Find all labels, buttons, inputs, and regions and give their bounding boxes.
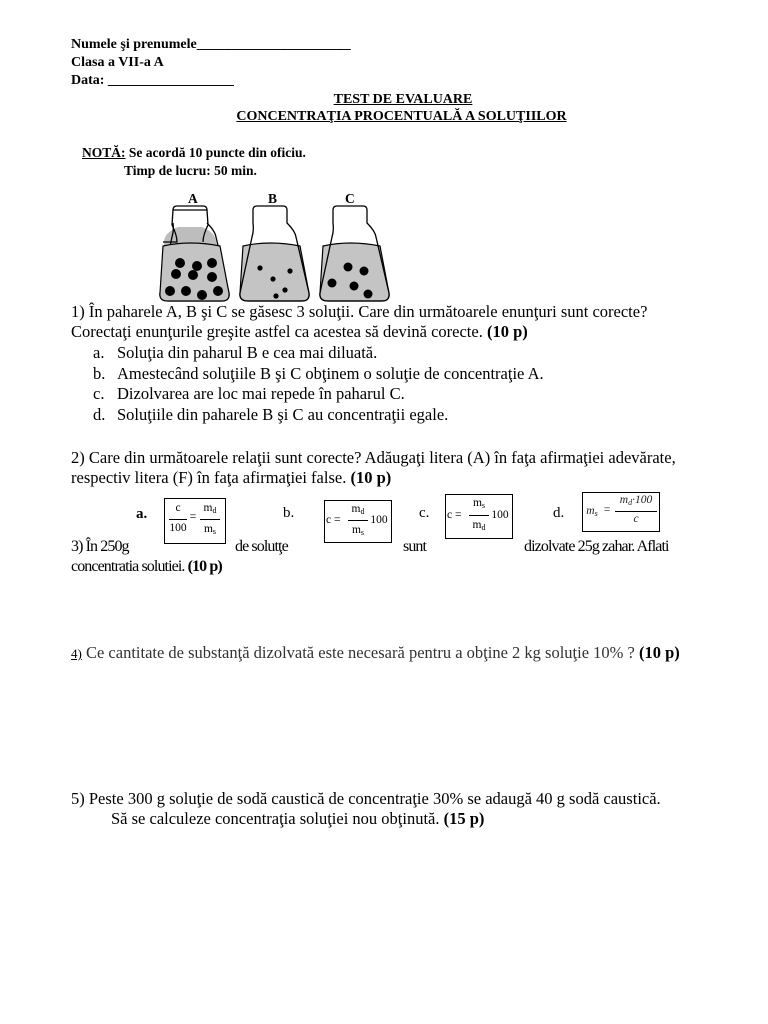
formula-d-ms [584, 505, 600, 518]
q2-points: (10 p) [350, 468, 392, 487]
formula-b-ms [347, 524, 369, 537]
formula-box-b [324, 500, 392, 543]
formula-c-md-sub: d [481, 523, 486, 532]
formula-b-md [347, 503, 369, 516]
test-title: TEST DE EVALUARE [333, 92, 473, 107]
formula-a-eq: = [189, 511, 197, 523]
q2-line2 [71, 468, 391, 488]
q3-line2 [71, 558, 222, 576]
note-label: NOTĂ: [82, 145, 126, 160]
formula-b-md-sub: d [360, 507, 365, 516]
formula-c-md-m: m [472, 519, 482, 531]
q5-line2 [111, 809, 484, 829]
formula-a-md [198, 502, 222, 515]
time-limit: Timp de lucru: 50 min. [124, 163, 257, 178]
q1-item-a-text: Soluţia din paharul B e cea mai diluată. [117, 343, 378, 362]
formula-a-100: 100 [169, 522, 187, 534]
formula-box-c [445, 494, 513, 539]
q1-item-b-text: Amestecând soluţiile B şi C obţinem o soluţie de concentraţie A. [117, 364, 544, 383]
q4-line [71, 643, 680, 663]
formula-d-md-sub: d [628, 498, 633, 507]
q5-text: Să se calculeze concentraţia soluţiei nou obţinută. [111, 809, 444, 828]
formula-a-ms [198, 523, 222, 536]
formula-b-100: 100 [370, 514, 388, 526]
q3-part1: 3) În 250g [71, 538, 129, 555]
beaker-a [160, 206, 229, 301]
note-text: Se acordă 10 puncte din oficiu. [125, 145, 306, 160]
q1-item-c-letter: c. [93, 384, 105, 403]
formula-b-ms-m: m [351, 524, 361, 536]
formula-b-ms-sub: s [360, 528, 365, 537]
q1-item-c-text: Dizolvarea are loc mai repede în paharul C. [117, 384, 405, 403]
q1-points: (10 p) [486, 322, 528, 341]
beaker-c [320, 206, 389, 301]
formula-c-lhs: c = [447, 509, 462, 521]
q3-text: concentratia solutiei. [71, 558, 188, 575]
formula-box-a [164, 498, 226, 544]
formula-b-md-m: m [351, 503, 361, 515]
q2-option-a-letter: a. [136, 506, 148, 522]
q1-item-d-text: Soluţiile din paharele B şi C au concentraţii egale. [117, 405, 449, 424]
q1-item-b-letter: b. [93, 364, 106, 383]
q1-item-d [93, 405, 449, 425]
q5-points: (15 p) [443, 809, 485, 828]
beakers-illustration [150, 205, 400, 307]
formula-c-100: 100 [491, 509, 509, 521]
date-line: Data: __________________ [71, 73, 234, 88]
q1-item-a-letter: a. [93, 343, 105, 362]
q1-line1: 1) În paharele A, B şi C se găsesc 3 soluţii. Care din următoarele enunţuri sunt corecte? [71, 302, 648, 321]
q1-item-a [93, 343, 378, 363]
q2-option-b-letter: b. [283, 505, 295, 521]
formula-box-d [582, 492, 660, 532]
q5-line1: 5) Peste 300 g soluţie de sodă caustică de concentraţie 30% se adaugă 40 g sodă caustică. [71, 789, 661, 808]
q4-text: Ce cantitate de substanţă dizolvată este necesară pentru a obţine 2 kg soluţie 10% ? [81, 643, 639, 662]
formula-a-line1 [169, 519, 187, 520]
q1-item-d-letter: d. [93, 405, 106, 424]
q2-line1: 2) Care din următoarele relaţii sunt corecte? Adăugaţi litera (A) în faţa afirmaţiei adevărate, [71, 448, 676, 467]
formula-a-md-sub: d [212, 506, 217, 515]
formula-c-ms-m: m [472, 497, 482, 509]
q2-option-d-letter: d. [553, 505, 565, 521]
formula-d-ms-m: m [586, 505, 595, 517]
formula-d-num [613, 494, 659, 507]
formula-d-c: c [633, 513, 639, 525]
q2-instruction: respectiv litera (F) în faţa afirmaţiei false. [71, 468, 351, 487]
beaker-label-a: A [188, 191, 198, 206]
beaker-label-b: B [268, 191, 278, 206]
q4-number: 4) [71, 646, 82, 661]
formula-c-line [469, 515, 489, 516]
formula-d-eq: = [603, 504, 611, 516]
formula-d-100: ·100 [632, 494, 653, 506]
q4-points: (10 p) [638, 643, 680, 662]
formula-d-line [615, 511, 657, 512]
beaker-b [240, 206, 309, 301]
formula-a-ms-m: m [203, 523, 213, 535]
q3-part2: de solutţe [235, 538, 288, 555]
formula-d-ms-sub: s [594, 509, 598, 518]
formula-a-line2 [200, 519, 220, 520]
name-line: Numele şi prenumele______________________ [71, 37, 351, 52]
note-line [82, 145, 306, 161]
formula-c-md [468, 519, 490, 532]
q1-item-b [93, 364, 544, 384]
formula-d-md-m: m [619, 494, 629, 506]
formula-a-c: c [175, 502, 181, 514]
formula-b-line [348, 520, 368, 521]
q1-instruction: Corectaţi enunţurile greşite astfel ca acestea să devină corecte. [71, 322, 487, 341]
q2-option-c-letter: c. [419, 505, 430, 521]
test-subtitle: CONCENTRAŢIA PROCENTUALĂ A SOLUŢIILOR [236, 109, 567, 124]
formula-a-md-m: m [203, 502, 213, 514]
class-line: Clasa a VII-a A [71, 55, 164, 70]
formula-b-lhs: c = [326, 514, 341, 526]
q1-line2 [71, 322, 528, 342]
formula-a-ms-sub: s [212, 527, 217, 536]
q1-item-c [93, 384, 405, 404]
formula-c-ms-sub: s [481, 501, 486, 510]
beaker-label-c: C [345, 191, 355, 206]
formula-c-ms [468, 497, 490, 510]
q3-part3: sunt [403, 538, 427, 555]
q3-part4: dizolvate 25g zahar. Aflati [524, 538, 669, 555]
q3-points: (10 p) [187, 558, 222, 575]
